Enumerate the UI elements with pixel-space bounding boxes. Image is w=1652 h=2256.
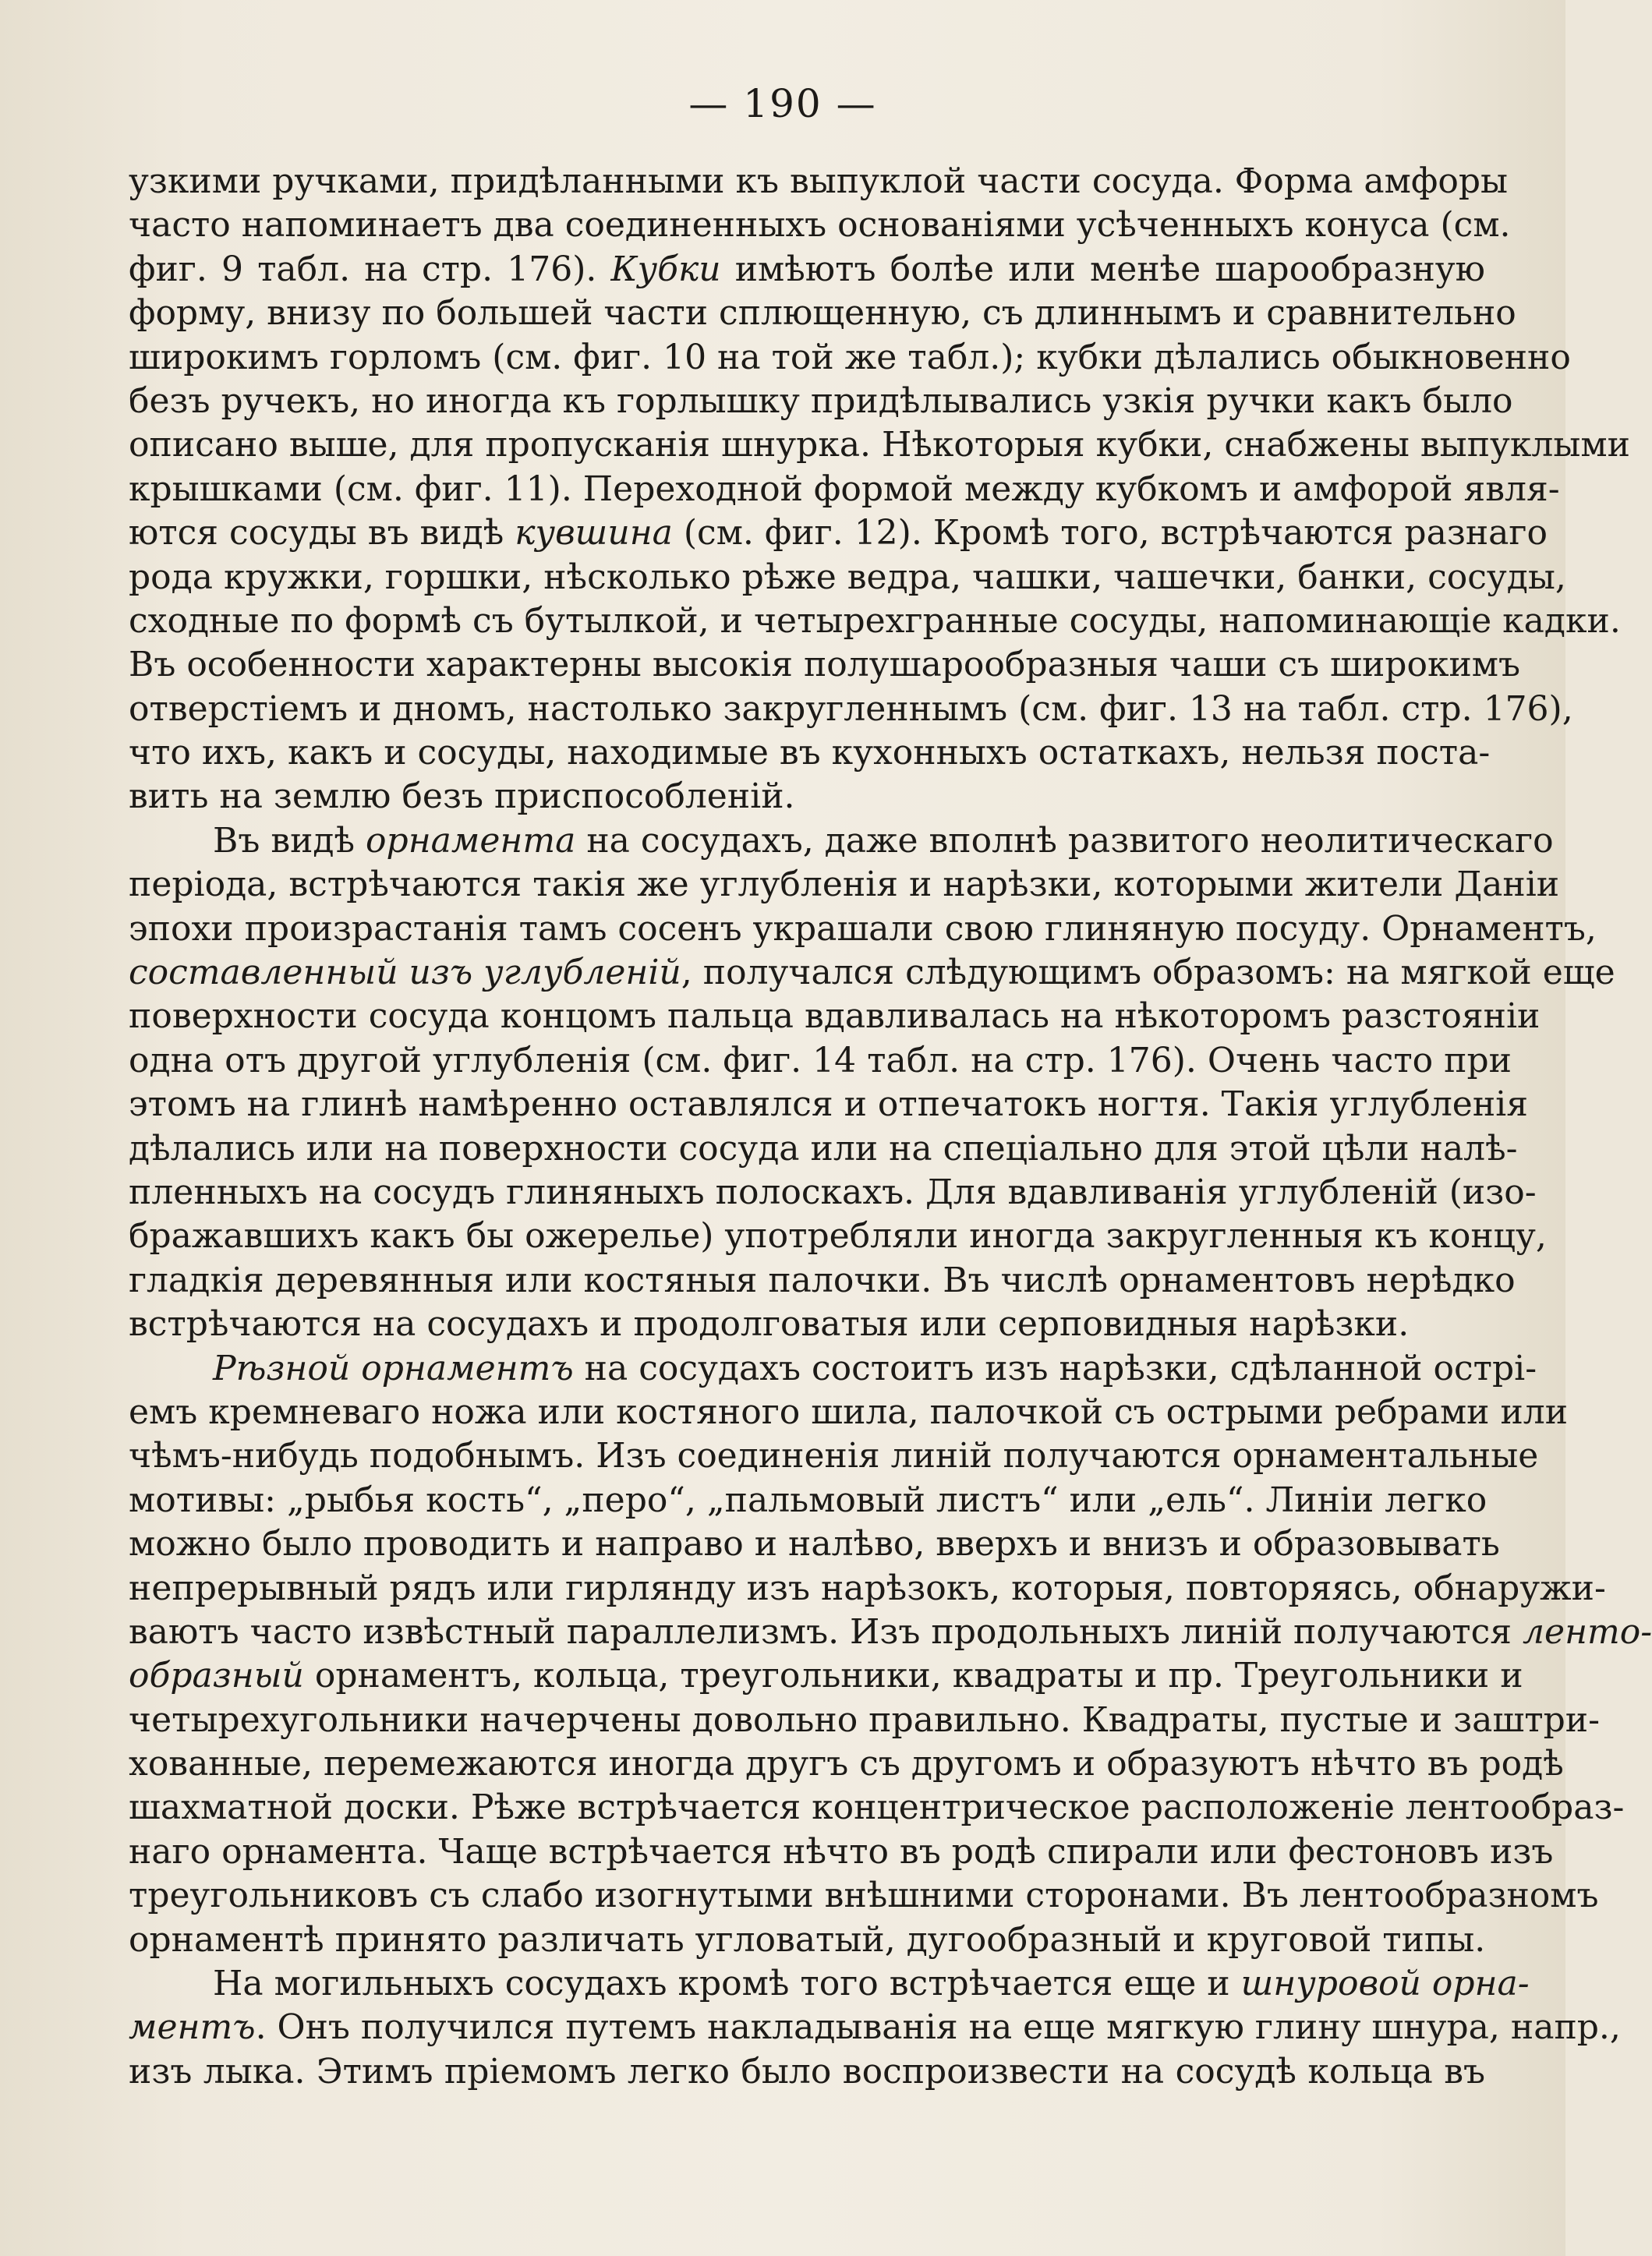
text-run: имѣютъ болѣе или менѣе шарообразную <box>720 249 1485 289</box>
text-line <box>129 380 1513 423</box>
text-run: фиг. 9 табл. на стр. 176). <box>129 249 611 289</box>
text-line <box>129 1171 1537 1215</box>
text-line <box>129 643 1520 687</box>
text-line <box>129 203 1511 247</box>
text-run: что ихъ, какъ и сосуды, находимые въ кухонныхъ остаткахъ, нельзя поста- <box>129 733 1491 773</box>
text-run: поверхности сосуда концомъ пальца вдавливалась на нѣкоторомъ разстояніи <box>129 996 1541 1037</box>
text-run: отверстіемъ и дномъ, настолько закругленнымъ (см. фиг. 13 на табл. стр. 176), <box>129 688 1573 729</box>
text-line <box>129 556 1566 599</box>
text-line <box>129 1347 1537 1391</box>
text-run: непрерывный рядъ или гирлянду изъ нарѣзокъ, которыя, повторяясь, обнаружи- <box>129 1568 1606 1608</box>
text-line <box>129 1962 1530 2006</box>
body-text <box>129 160 1652 2094</box>
text-run: ваютъ часто извѣстный параллелизмъ. Изъ продольныхъ линій получаются <box>129 1611 1523 1652</box>
text-run: дѣлались или на поверхности сосуда или на спеціально для этой цѣли налѣ- <box>129 1128 1518 1169</box>
text-line <box>129 1127 1518 1171</box>
text-line <box>129 1391 1569 1434</box>
text-run: четырехугольники начерчены довольно правильно. Квадраты, пустые и заштри- <box>129 1699 1600 1740</box>
text-line <box>129 292 1516 335</box>
text-run: узкими ручками, придѣланными къ выпуклой части сосуда. Форма амфоры <box>129 161 1509 201</box>
text-run: на сосудахъ состоитъ изъ нарѣзки, сдѣланной острі- <box>573 1348 1537 1388</box>
italic-term: образный <box>129 1656 304 1696</box>
text-run: изъ лыка. Этимъ пріемомъ легко было воспроизвести на сосудѣ кольца въ <box>129 2051 1485 2092</box>
text-run: описано выше, для пропусканія шнурка. Нѣкоторыя кубки, снабжены выпуклыми <box>129 425 1630 465</box>
text-run: этомъ на глинѣ намѣренно оставлялся и отпечатокъ ногтя. Такія углубленія <box>129 1084 1528 1125</box>
text-line <box>129 336 1571 380</box>
paragraph <box>129 1962 1621 2094</box>
text-line <box>129 1039 1512 1083</box>
text-line <box>129 468 1560 511</box>
text-run: крышками (см. фиг. 11). Переходной формой между кубкомъ и амфорой явля- <box>129 469 1560 509</box>
text-line <box>129 248 1485 292</box>
text-run: встрѣчаются на сосудахъ и продолговатыя или серповидныя нарѣзки. <box>129 1304 1410 1345</box>
text-run: На могильныхъ сосудахъ кромѣ того встрѣчается еще и <box>213 1964 1241 2004</box>
text-line <box>129 511 1548 555</box>
text-line <box>129 1742 1564 1786</box>
text-run: форму, внизу по большей части сплющенную, съ длиннымъ и сравнительно <box>129 293 1516 334</box>
text-line <box>129 688 1573 731</box>
italic-term: Кубки <box>610 249 721 289</box>
paragraph <box>129 1347 1652 1962</box>
text-line <box>129 863 1560 907</box>
text-line <box>129 1611 1652 1654</box>
text-run: вить на землю безъ приспособленій. <box>129 776 795 817</box>
text-run: шахматной доски. Рѣже встрѣчается концентрическое расположеніе лентообраз- <box>129 1787 1625 1828</box>
text-run: пленныхъ на сосудъ глиняныхъ полоскахъ. Для вдавливанія углубленій (изо- <box>129 1172 1537 1212</box>
italic-term: ментъ <box>129 2007 256 2048</box>
text-run: эпохи произрастанія тамъ сосенъ украшали свою глиняную посуду. Орнаментъ, <box>129 908 1597 949</box>
text-run: (см. фиг. 12). Кромѣ того, встрѣчаются разнаго <box>672 513 1548 553</box>
text-run: періода, встрѣчаются такія же углубленія и нарѣзки, которыми жители Даніи <box>129 865 1560 905</box>
italic-term: орнамента <box>366 820 576 861</box>
text-line <box>129 819 1554 863</box>
text-run: широкимъ горломъ (см. фиг. 10 на той же табл.); кубки дѣлались обыкновенно <box>129 337 1571 377</box>
text-run: емъ кремневаго ножа или костяного шила, палочкой съ острыми ребрами или <box>129 1391 1569 1432</box>
text-line <box>129 1434 1539 1478</box>
text-run: одна отъ другой углубленія (см. фиг. 14 табл. на стр. 176). Очень часто при <box>129 1040 1512 1080</box>
text-run: наго орнамента. Чаще встрѣчается нѣчто въ родѣ спирали или фестоновъ изъ <box>129 1831 1554 1872</box>
italic-term: шнуровой орна- <box>1240 1964 1530 2004</box>
text-line <box>129 423 1630 467</box>
text-line <box>129 1522 1500 1566</box>
text-run: на сосудахъ, даже вполнѣ развитого неолитическаго <box>575 820 1554 861</box>
text-run: . Онъ получился путемъ накладыванія на еще мягкую глину шнура, напр., <box>255 2007 1621 2048</box>
text-run: треугольниковъ съ слабо изогнутыми внѣшними сторонами. Въ лентообразномъ <box>129 1876 1599 1916</box>
text-run: Въ видѣ <box>213 820 366 861</box>
text-run: можно было проводить и направо и налѣво, вверхъ и внизъ и образовывать <box>129 1524 1500 1565</box>
text-line <box>129 2006 1621 2049</box>
text-line <box>129 1083 1528 1126</box>
text-run: Въ особенности характерны высокія полушарообразныя чаши съ широкимъ <box>129 645 1520 685</box>
text-line <box>129 731 1491 775</box>
text-run: гладкія деревянныя или костяныя палочки. Въ числѣ орнаментовъ нерѣдко <box>129 1260 1516 1300</box>
text-line <box>129 1830 1554 1874</box>
text-line <box>129 951 1615 995</box>
text-line <box>129 1259 1516 1303</box>
text-run: бражавшихъ какъ бы ожерелье) употребляли иногда закругленныя къ концу, <box>129 1216 1547 1257</box>
text-run: хованные, перемежаются иногда другъ съ другомъ и образуютъ нѣчто въ родѣ <box>129 1744 1564 1784</box>
text-run: безъ ручекъ, но иногда къ горлышку придѣлывались узкія ручки какъ было <box>129 380 1513 421</box>
text-run: мотивы: „рыбья кость“, „перо“, „пальмовый листъ“ или „ель“. Линіи легко <box>129 1480 1488 1520</box>
text-line <box>129 1567 1606 1611</box>
paragraph <box>129 160 1630 819</box>
text-line <box>129 1918 1485 1962</box>
text-line <box>129 599 1621 643</box>
text-run: сходные по формѣ съ бутылкой, и четырехгранные сосуды, напоминающіе кадки. <box>129 600 1621 641</box>
text-line <box>129 1479 1488 1522</box>
text-run: рода кружки, горшки, нѣсколько рѣже ведра, чашки, чашечки, банки, сосуды, <box>129 557 1566 597</box>
page-number: — 190 — <box>688 81 877 126</box>
italic-term: Рѣзной орнаментъ <box>213 1348 574 1388</box>
text-run: орнаментъ, кольца, треугольники, квадраты и пр. Треугольники и <box>303 1656 1523 1696</box>
text-run: , получался слѣдующимъ образомъ: на мягкой еще <box>681 953 1615 993</box>
text-run: орнаментѣ принято различать угловатый, дугообразный и круговой типы. <box>129 1919 1486 1960</box>
text-line <box>129 2050 1485 2094</box>
text-run: чѣмъ-нибудь подобнымъ. Изъ соединенія линій получаются орнаментальные <box>129 1436 1539 1476</box>
text-line <box>129 1215 1547 1258</box>
italic-term: составленный изъ углубленій <box>129 953 681 993</box>
italic-term: кувшина <box>515 513 673 553</box>
italic-term: ленто- <box>1523 1611 1652 1652</box>
text-line <box>129 907 1597 951</box>
text-line <box>129 995 1541 1038</box>
text-run: часто напоминаетъ два соединенныхъ основаніями усѣченныхъ конуса (см. <box>129 205 1511 246</box>
text-run: ются сосуды въ видѣ <box>129 513 515 553</box>
text-line <box>129 775 1485 819</box>
text-line <box>129 1786 1625 1830</box>
text-line <box>129 1699 1600 1742</box>
paragraph <box>129 819 1615 1347</box>
text-line <box>129 1874 1599 1918</box>
text-line <box>129 1303 1485 1346</box>
text-line <box>129 1654 1523 1698</box>
text-line <box>129 160 1509 203</box>
